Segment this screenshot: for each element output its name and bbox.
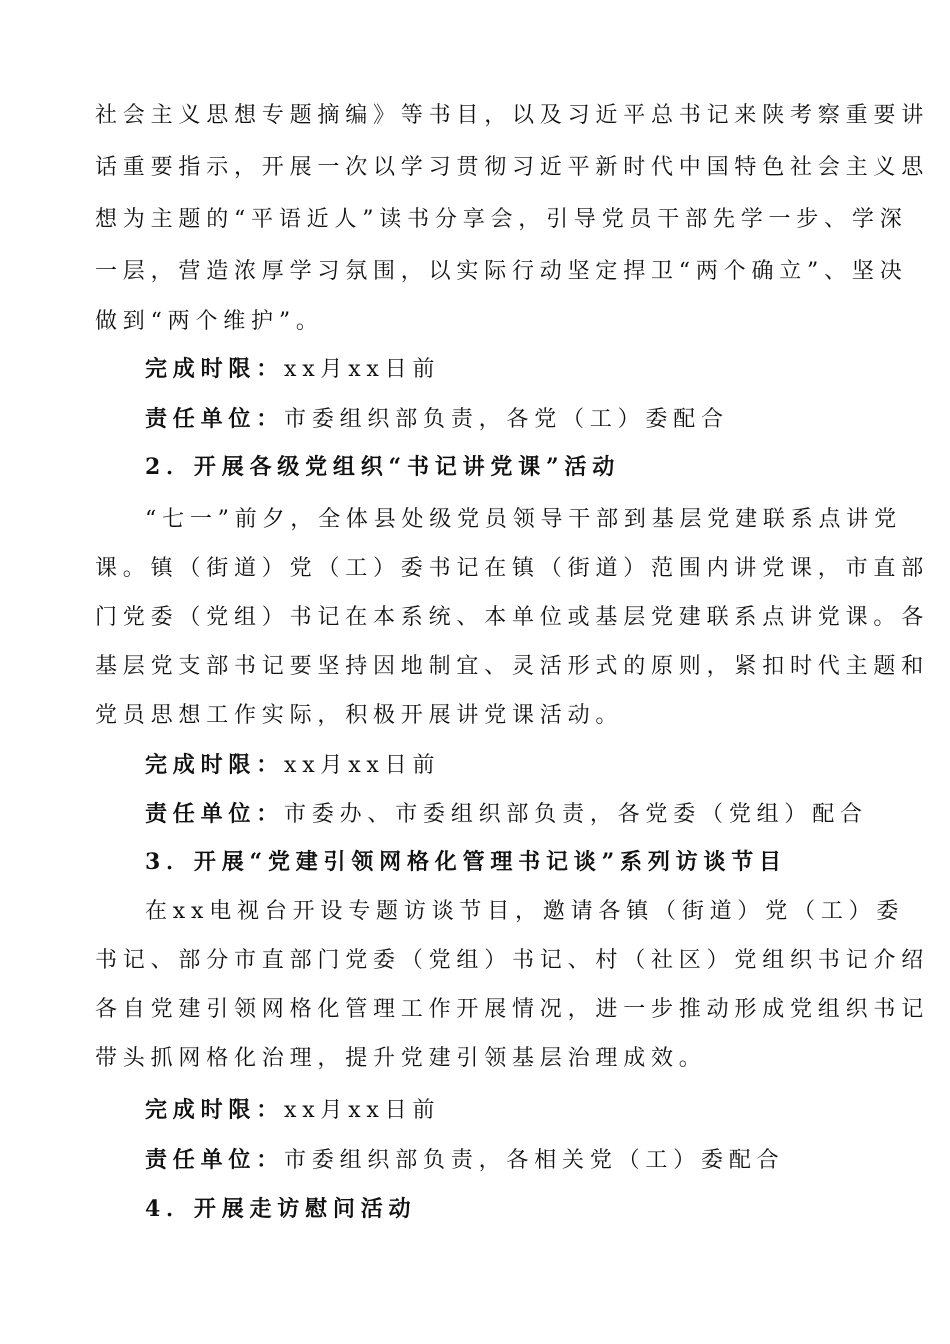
section-heading: 3．开展“党建引领网格化管理书记谈”系列访谈节目 <box>145 849 787 875</box>
paragraph-line: 社会主义思想专题摘编》等书目，以及习近平总书记来陕考察重要讲 <box>95 103 930 128</box>
paragraph-line: 在xx电视台开设专题访谈节目，邀请各镇（街道）党（工）委 <box>145 899 905 924</box>
paragraph-line: 做到“两个维护”。 <box>95 309 324 334</box>
owner-label: 责任单位： <box>145 801 285 827</box>
paragraph-line: 党员思想工作实际，积极开展讲党课活动。 <box>95 703 624 728</box>
owner-label: 责任单位： <box>145 1147 285 1173</box>
paragraph-line: 想为主题的“平语近人”读书分享会，引导党员干部先学一步、学深 <box>95 207 908 232</box>
owner-value: 市委组织部负责，各相关党（工）委配合 <box>284 1148 785 1173</box>
owner-line <box>145 395 865 443</box>
deadline-value: xx月xx日前 <box>284 1098 441 1123</box>
deadline-label: 完成时限： <box>145 752 285 778</box>
section-heading: 4．开展走访慰问活动 <box>145 1196 417 1222</box>
paragraph-line: 各自党建引领网格化管理工作开展情况，进一步推动形成党组织书记 <box>95 997 930 1022</box>
paragraph-line: 一层，营造浓厚学习氛围，以实际行动坚定捍卫“两个确立”、坚决 <box>95 259 908 284</box>
deadline-line <box>145 1086 865 1134</box>
owner-line <box>145 790 868 838</box>
paragraph-line: “七一”前夕，全体县处级党员领导干部到基层党建联系点讲党 <box>145 507 902 532</box>
deadline-line <box>145 741 865 789</box>
owner-value: 市委办、市委组织部负责，各党委（党组）配合 <box>284 802 868 827</box>
paragraph-line: 课。镇（街道）党（工）委书记在镇（街道）范围内讲党课，市直部 <box>95 556 930 581</box>
deadline-label: 完成时限： <box>145 1097 285 1123</box>
deadline-value: xx月xx日前 <box>284 753 441 778</box>
deadline-value: xx月xx日前 <box>284 357 441 382</box>
paragraph-line: 话重要指示，开展一次以学习贯彻习近平新时代中国特色社会主义思 <box>95 155 930 180</box>
paragraph-line: 带头抓网格化治理，提升党建引领基层治理成效。 <box>95 1046 707 1071</box>
paragraph-line: 基层党支部书记要坚持因地制宜、灵活形式的原则，紧扣时代主题和 <box>95 654 930 679</box>
deadline-line <box>145 345 865 393</box>
paragraph-line: 书记、部分市直部门党委（党组）书记、村（社区）党组织书记介绍 <box>95 948 930 973</box>
owner-label: 责任单位： <box>145 406 285 432</box>
paragraph-line: 门党委（党组）书记在本系统、本单位或基层党建联系点讲党课。各 <box>95 605 930 630</box>
deadline-label: 完成时限： <box>145 356 285 382</box>
section-heading: 2．开展各级党组织“书记讲党课”活动 <box>145 454 621 480</box>
owner-value: 市委组织部负责，各党（工）委配合 <box>284 407 729 432</box>
owner-line <box>145 1136 865 1184</box>
